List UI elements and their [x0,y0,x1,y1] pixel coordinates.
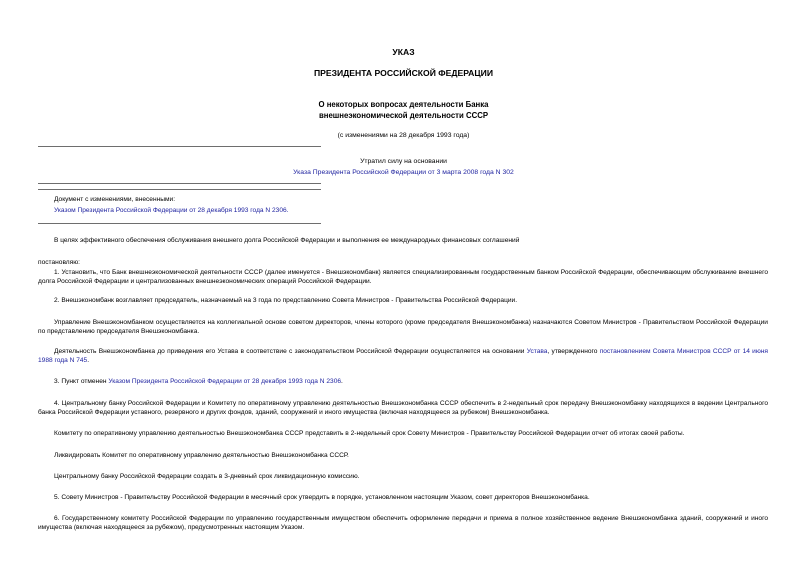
charter-link[interactable]: Устава [526,348,548,355]
clause-6: 6. Государственному комитету Российской Федерации по управлению государственным имуществом обеспечить оформление передачи и приема в полное хозяйственное ведение Внешэкономбанка зданий, сооружений и иного имущества (включая находящееся за рубежом), предусмотренных настоящим Указом. [38,515,768,532]
divider [38,183,321,184]
document-heading-line1: О некоторых вопросах деятельности Банка [318,100,489,109]
changes-label: Документ с изменениями, внесенными: [54,196,176,203]
clause-5: 5. Совету Министров - Правительству Российской Федерации в месячный срок утвердить в порядке, установленном настоящим Указом, совет директоров Внешэкономбанка. [54,494,590,501]
clause-2: 2. Внешэкономбанк возглавляет председатель, назначаемый на 3 года по представлению Совета Министров - Правительства Российской Федерации. [54,297,518,304]
clause-2-board: Управление Внешэкономбанком осуществляется на коллегиальной основе советом директоров, члены которого (кроме председателя Внешэкономбанка) назначаются Советом Министров - Правительством Российской Федерации по представлению председателя Внешэкономбанка. [38,319,768,336]
preamble: В целях эффективного обеспечения обслуживания внешнего долга Российской Федерации и выполнения ее международных финансовых соглашений [54,237,520,244]
divider [38,146,321,147]
clause-3 [38,377,768,386]
clause-text: , утвержденного [547,348,600,355]
clause-text: . [341,378,343,385]
cancelling-decree-link[interactable]: Указом Президента Российской Федерации от 28 декабря 1993 года N 2306 [108,378,342,385]
council-resolution-link[interactable]: постановлением Совета Министров СССР от 14 июня 1988 года N 745 [38,348,768,365]
amending-decree-link[interactable]: Указом Президента Российской Федерации от 28 декабря 1993 года N 2306. [54,207,289,214]
document-title: УКАЗ [392,47,415,57]
decree-word: постановляю: [38,259,81,266]
document-heading-line2: внешнеэкономической деятельности СССР [318,111,489,120]
clause-4-commission: Центральному банку Российской Федерации создать в 3-дневный срок ликвидационную комиссию. [54,473,360,480]
clause-4: 4. Центральному банку Российской Федерации и Комитету по оперативному управлению деятельностью Внешэкономбанка СССР обеспечить в 2-недельный срок передачу Внешэкономбанку находящихся в ведении Центрального банка Российской Федерации уставного, резервного и других фондов, зданий, сооружений и иного имущества (включая находящееся за рубежом) Внешэкономбанка. [38,400,768,417]
clause-text: 3. Пункт отменен [54,378,109,385]
clause-4-liquidation: Ликвидировать Комитет по оперативному управлению деятельностью Внешэкономбанка СССР. [54,452,349,459]
clause-text: Деятельность Внешэкономбанка до приведения его Устава в соответствие с законодательством Российской Федерации осуществляется на основании [54,348,527,355]
divider [38,223,321,224]
document-issuer: ПРЕЗИДЕНТА РОССИЙСКОЙ ФЕДЕРАЦИИ [313,68,494,78]
divider [38,189,321,190]
clause-2-charter [38,347,768,366]
clause-1: 1. Установить, что Банк внешнеэкономической деятельности СССР (далее именуется - Внешэкономбанк) является специализированным государственным банком Российской Федерации, обеспечивающим обслуживание внешнего долга Российской Федерации и централизованных внешнеэкономических операций Российской Федерации. [38,269,768,286]
clause-text: . [87,357,90,365]
clause-4-report: Комитету по оперативному управлению деятельностью Внешэкономбанка СССР представить в 2-недельный срок Совету Министров - Правительству Российской Федерации отчет об итогах своей работы. [54,430,685,437]
status-label: Утратил силу на основании [360,158,447,165]
repeal-decree-link[interactable]: Указа Президента Российской Федерации от 3 марта 2008 года N 302 [293,169,514,176]
amendment-note: (с изменениями на 28 декабря 1993 года) [337,132,470,139]
